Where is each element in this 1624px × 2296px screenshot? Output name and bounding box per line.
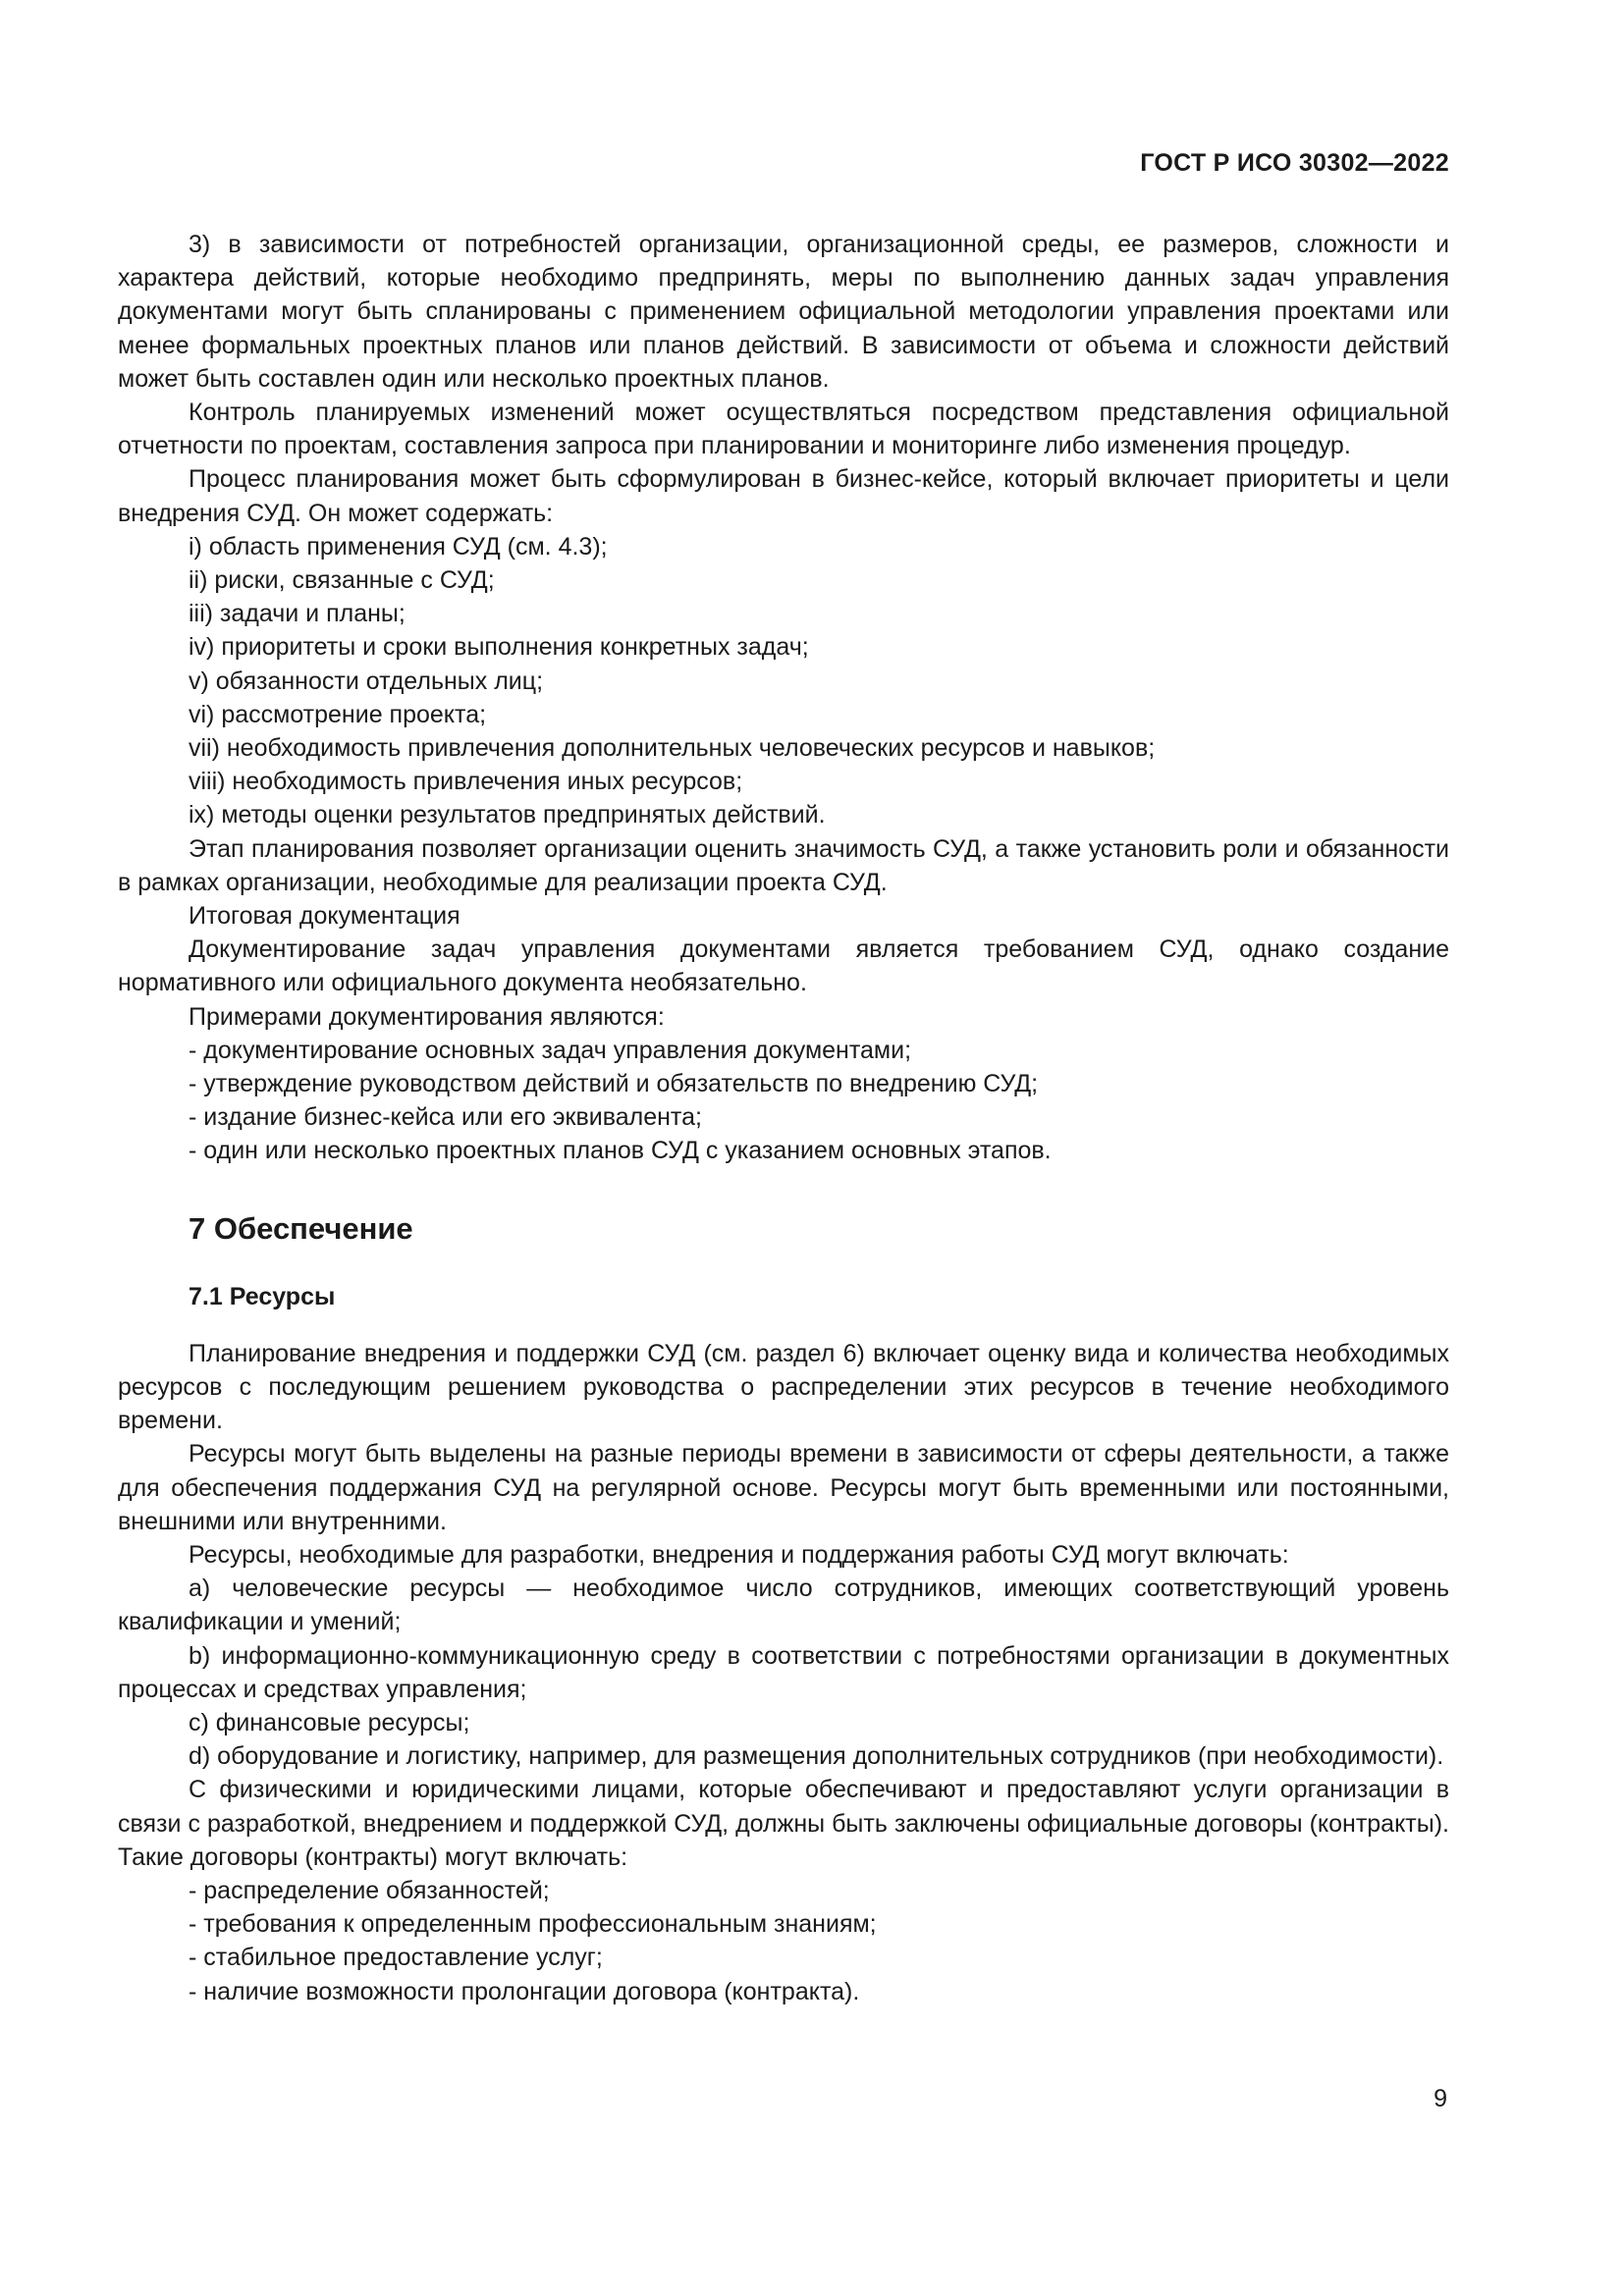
list-item: iii) задачи и планы;: [189, 600, 406, 628]
paragraph: С физическими и юридическими лицами, которые обеспечивают и предоставляют услуги организации в связи с разработкой, внедрением и поддержкой СУД, должны быть заключены официальные договоры (контракты). Такие договоры (контракты) могут включать:: [118, 1776, 1449, 1871]
dash-list: [118, 1034, 1449, 1168]
page-number: 9: [1434, 2085, 1447, 2112]
paragraph: Итоговая документация: [189, 902, 460, 931]
paragraph: b) информационно-коммуникационную среду в соответствии с потребностями организации в документных процессах и средствах управления;: [118, 1641, 1449, 1703]
list-item: iv) приоритеты и сроки выполнения конкретных задач;: [189, 633, 809, 662]
list-item: ix) методы оценки результатов предпринятых действий.: [189, 801, 826, 829]
list-item: vii) необходимость привлечения дополнительных человеческих ресурсов и навыков;: [189, 734, 1156, 763]
paragraph: 3) в зависимости от потребностей организации, организационной среды, ее размеров, сложности и характера действий, которые необходимо предпринять, меры по выполнению данных задач управления документами могут быть спланированы с применением официальной методологии управления проектами или менее формальных проектных планов или планов действий. В зависимости от объема и сложности действий может быть составлен один или несколько проектных планов.: [118, 231, 1449, 393]
list-item: - издание бизнес-кейса или его эквивалента;: [189, 1103, 702, 1132]
list-item: v) обязанности отдельных лиц;: [189, 667, 544, 695]
paragraph: d) оборудование и логистику, например, для размещения дополнительных сотрудников (при необходимости).: [189, 1742, 1444, 1771]
list-item: ii) риски, связанные с СУД;: [189, 566, 495, 595]
list-item: vi) рассмотрение проекта;: [189, 700, 487, 728]
paragraph: Контроль планируемых изменений может осуществляться посредством представления официальной отчетности по проектам, составления запроса при планировании и мониторинге либо изменения процедур.: [118, 399, 1449, 460]
paragraph: a) человеческие ресурсы — необходимое число сотрудников, имеющих соответствующий уровень квалификации и умений;: [118, 1575, 1449, 1636]
paragraph: Планирование внедрения и поддержки СУД (см. раздел 6) включает оценку вида и количества необходимых ресурсов с последующим решением руководства о распределении этих ресурсов в течение необходимого времени.: [118, 1339, 1449, 1435]
list-item: i) область применения СУД (см. 4.3);: [189, 532, 608, 561]
list-item: - наличие возможности пролонгации договора (контракта).: [189, 1977, 860, 2005]
standard-header: ГОСТ Р ИСО 30302—2022: [1140, 149, 1449, 177]
paragraph: Процесс планирования может быть сформулирован в бизнес-кейсе, который включает приоритеты и цели внедрения СУД. Он может содержать:: [118, 465, 1449, 527]
subsection-heading: 7.1 Ресурсы: [189, 1282, 336, 1310]
list-item: - документирование основных задач управления документами;: [189, 1036, 912, 1064]
paragraph: Примерами документирования являются:: [189, 1002, 665, 1031]
list-item: - распределение обязанностей;: [189, 1876, 550, 1904]
section-heading: 7 Обеспечение: [189, 1210, 413, 1246]
roman-list: [118, 530, 1449, 832]
list-item: - требования к определенным профессиональным знаниям;: [189, 1910, 877, 1939]
paragraph: Ресурсы, необходимые для разработки, внедрения и поддержания работы СУД могут включать:: [189, 1540, 1289, 1569]
list-item: - утверждение руководством действий и обязательств по внедрению СУД;: [189, 1070, 1039, 1098]
paragraph: Ресурсы могут быть выделены на разные периоды времени в зависимости от сферы деятельности, а также для обеспечения поддержания СУД на регулярной основе. Ресурсы могут быть временными или постоянными, внешними или внутренними.: [118, 1440, 1449, 1535]
list-item: - стабильное предоставление услуг;: [189, 1944, 603, 1972]
list-item: viii) необходимость привлечения иных ресурсов;: [189, 768, 743, 796]
dash-list: [118, 1874, 1449, 2008]
list-item: - один или несколько проектных планов СУД с указанием основных этапов.: [189, 1137, 1052, 1165]
page-body: [118, 228, 1449, 2008]
paragraph: Документирование задач управления документами является требованием СУД, однако создание нормативного или официального документа необязательно.: [118, 935, 1449, 997]
paragraph: Этап планирования позволяет организации оценить значимость СУД, а также установить роли и обязанности в рамках организации, необходимые для реализации проекта СУД.: [118, 834, 1449, 896]
paragraph: c) финансовые ресурсы;: [189, 1708, 470, 1736]
